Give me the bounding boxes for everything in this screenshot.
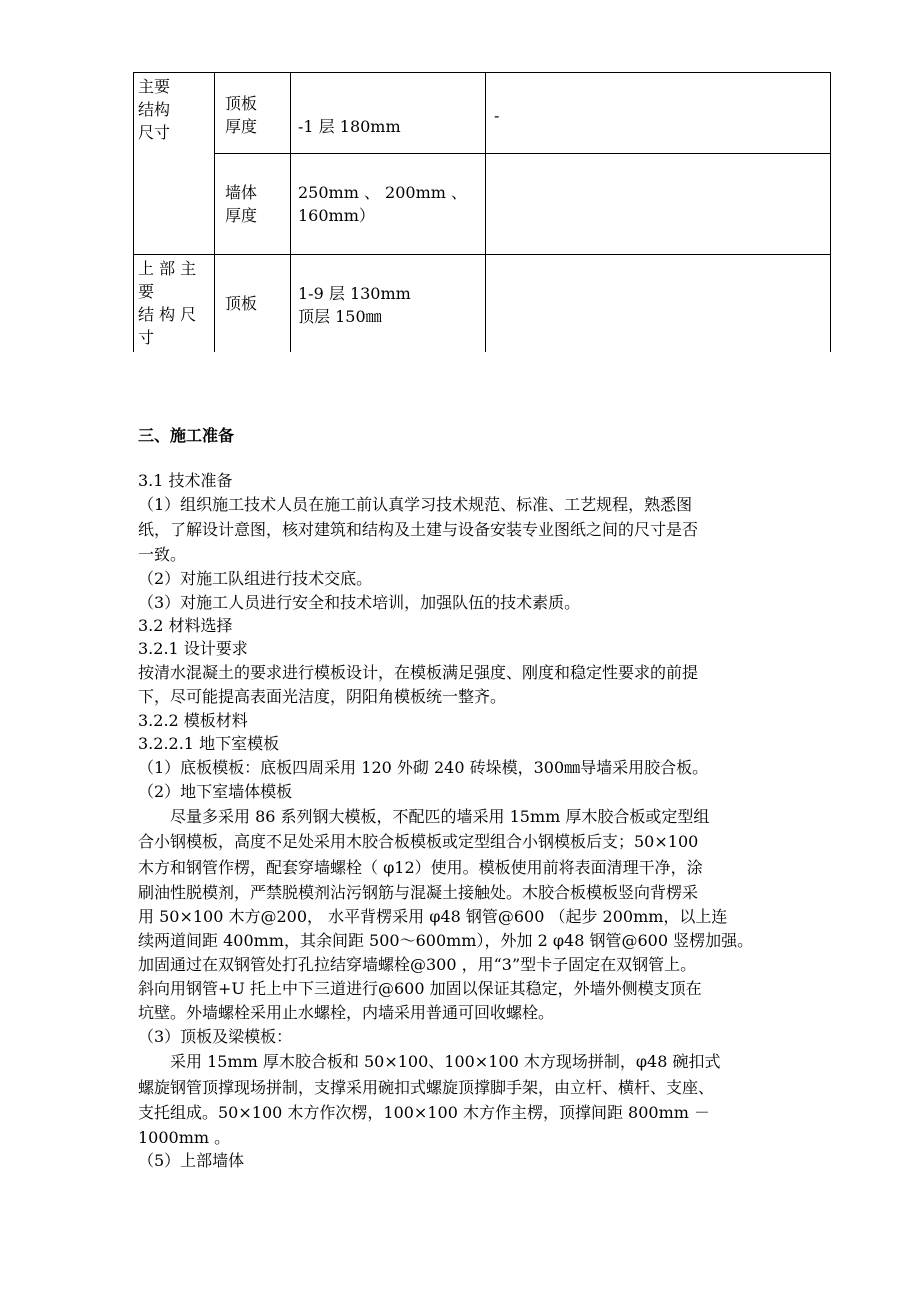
- table-border: [214, 72, 215, 352]
- subsection-title: 3.2.2.1 地下室模板: [138, 734, 280, 753]
- paragraph-line: （5）上部墙体: [138, 1151, 245, 1170]
- paragraph-line: 一致。: [138, 545, 187, 564]
- paragraph-line: （2）对施工队组进行技术交底。: [138, 569, 373, 588]
- row-group-label: 主要 结构 尺寸: [138, 77, 171, 142]
- table-border: [830, 72, 831, 352]
- paragraph-line: （1）组织施工技术人员在施工前认真学习技术规范、标准、工艺规程，熟悉图: [138, 495, 693, 514]
- paragraph-line: 尽量多采用 86 系列钢大模板，不配匹的墙采用 15mm 厚木胶合板或定型组: [170, 807, 710, 826]
- subsection-title: 3.2.1 设计要求: [138, 639, 248, 658]
- paragraph-line: 1000mm 。: [138, 1128, 231, 1147]
- paragraph-line: 用 50×100 木方@200， 水平背楞采用 φ48 钢管@600 （起步 200mm，以上连: [138, 907, 728, 926]
- paragraph-line: 纸，了解设计意图，核对建筑和结构及土建与设备安装专业图纸之间的尺寸是否: [138, 520, 699, 539]
- table-border: [133, 72, 134, 352]
- subsection-title: 3.2 材料选择: [138, 616, 233, 635]
- table-border: [133, 72, 831, 73]
- paragraph-line: 螺旋钢管顶撑现场拼制，支撑采用碗扣式螺旋顶撑脚手架，由立杆、横杆、支座、: [138, 1078, 715, 1097]
- paragraph-line: 刷油性脱模剂，严禁脱模剂沾污钢筋与混凝土接触处。木胶合板模板竖向背楞采: [138, 883, 699, 902]
- paragraph-line: 木方和钢管作楞，配套穿墙螺栓（ φ12）使用。模板使用前将表面清理干净，涂: [138, 858, 703, 877]
- paragraph-line: 按清水混凝土的要求进行模板设计，在模板满足强度、刚度和稳定性要求的前提: [138, 663, 699, 682]
- row-group-label: 上 部 主 要 结 构 尺 寸: [138, 259, 197, 347]
- section-heading: 三、施工准备: [138, 426, 235, 445]
- paragraph-line: 斜向用钢管+U 托上中下三道进行@600 加固以保证其稳定，外墙外侧模支顶在: [138, 979, 702, 998]
- paragraph-line: 续两道间距 400mm，其余间距 500～600mm），外加 2 φ48 钢管@600 竖楞加强。: [138, 931, 754, 950]
- structure-dimension-table: [133, 72, 831, 352]
- paragraph-line: 采用 15mm 厚木胶合板和 50×100、100×100 木方现场拼制，φ48 碗扣式: [170, 1052, 721, 1071]
- item-value: 250mm 、 200mm 、 160mm）: [298, 183, 468, 225]
- paragraph-line: （1）底板模板：底板四周采用 120 外砌 240 砖垛模，300㎜导墙采用胶合板。: [138, 758, 709, 777]
- item-note: -: [494, 106, 500, 125]
- item-label: 顶板: [225, 294, 258, 313]
- paragraph-line: 合小钢模板，高度不足处采用木胶合板模板或定型组合小钢模板后支；50×100: [138, 832, 699, 851]
- item-label: 墙体 厚度: [225, 183, 258, 225]
- item-value: 1-9 层 130mm 顶层 150㎜: [298, 284, 411, 326]
- table-border: [133, 254, 831, 255]
- table-border: [485, 72, 486, 352]
- subsection-title: 3.1 技术准备: [138, 471, 233, 490]
- table-border: [214, 153, 831, 154]
- paragraph-line: （3）对施工人员进行安全和技术培训，加强队伍的技术素质。: [138, 593, 581, 612]
- paragraph-line: 支托组成。50×100 木方作次楞，100×100 木方作主楞，顶撑间距 800mm －: [138, 1103, 711, 1122]
- paragraph-line: （3）顶板及梁模板：: [138, 1027, 293, 1046]
- paragraph-line: 下，尽可能提高表面光洁度，阴阳角模板统一整齐。: [138, 687, 507, 706]
- paragraph-line: 加固通过在双钢管处打孔拉结穿墙螺栓@300 ，用“3”型卡子固定在双钢管上。: [138, 955, 697, 974]
- subsection-title: 3.2.2 模板材料: [138, 711, 248, 730]
- paragraph-line: （2）地下室墙体模板: [138, 782, 293, 801]
- item-label: 顶板 厚度: [225, 94, 258, 136]
- item-value: -1 层 180mm: [298, 117, 401, 136]
- table-border: [290, 72, 291, 352]
- paragraph-line: 坑壁。外墙螺栓采用止水螺栓，内墙采用普通可回收螺栓。: [138, 1003, 555, 1022]
